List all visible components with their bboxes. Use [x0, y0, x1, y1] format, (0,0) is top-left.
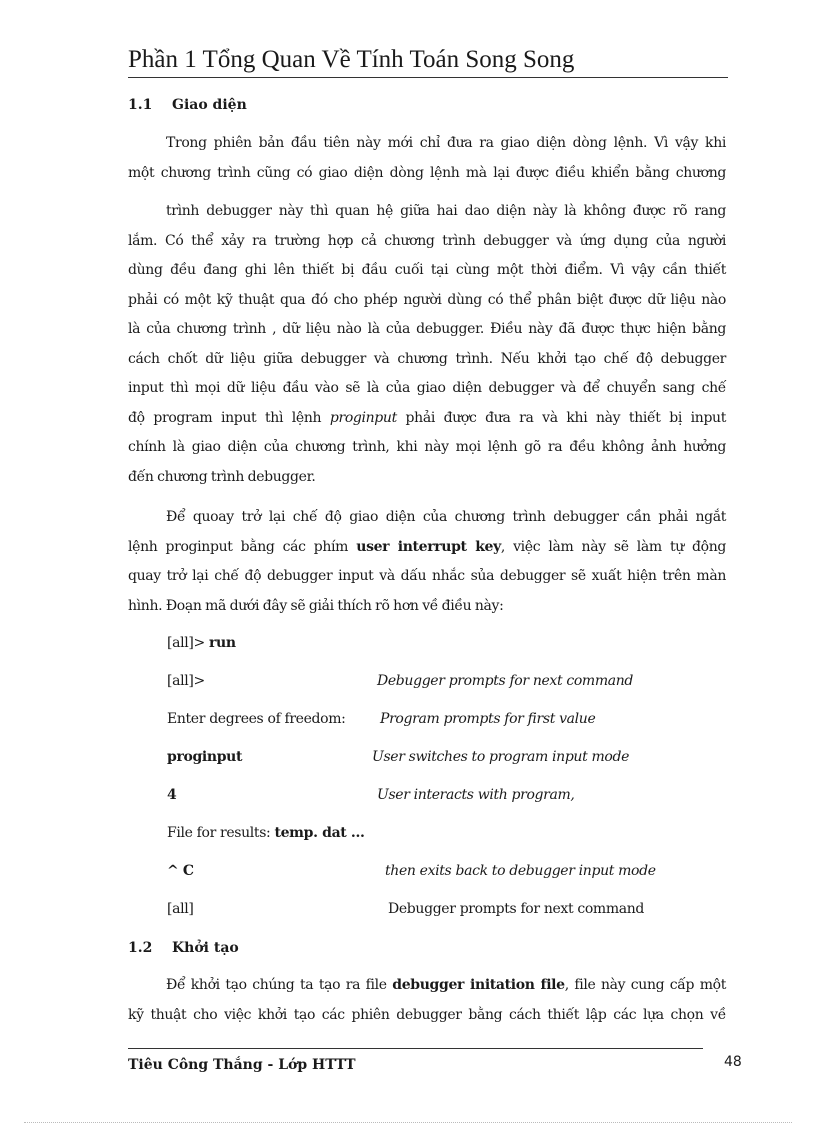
command-name: proginput [329, 409, 397, 426]
file-name: debugger initation file [392, 977, 565, 993]
paragraph-line: quay trở lại chế độ debugger input và dấu nhắc sủa debugger sẽ xuất hiện trên màn [128, 568, 726, 584]
code-row-4 [167, 749, 727, 771]
paragraph-2 [128, 197, 726, 492]
code-comment: User interacts with program, [377, 787, 575, 803]
code-row-1 [167, 635, 727, 657]
section-title: Khởi tạo [172, 940, 239, 956]
code-command: 4 [167, 787, 177, 803]
paragraph-1 [128, 129, 726, 188]
paragraph-line: trình debugger này thì quan hệ giữa hai dao diện này là không được rõ rang [166, 203, 726, 219]
paragraph-line [128, 404, 726, 434]
code-comment: Debugger prompts for next command [388, 901, 645, 917]
paragraph-line: là của chương trình , dữ liệu nào là của debugger. Điều này đã được thực hiện bằng [128, 321, 726, 337]
code-row-5 [167, 787, 727, 809]
code-comment: User switches to program input mode [372, 749, 630, 765]
paragraph-line [128, 533, 726, 563]
section-heading-1-1 [128, 97, 247, 113]
paragraph-line [128, 971, 726, 1001]
paragraph-line: input thì mọi dữ liệu đầu vào sẽ là của giao diện debugger và để chuyển sang chế [128, 380, 726, 396]
paragraph-line: chính là giao diện của chương trình, khi này mọi lệnh gõ ra đều không ảnh hưởng [128, 439, 726, 455]
paragraph-4 [128, 971, 726, 1030]
paragraph-line: Trong phiên bản đầu tiên này mới chỉ đưa ra giao diện dòng lệnh. Vì vậy khi [166, 135, 726, 151]
code-command: [all]> [167, 673, 205, 689]
code-command [167, 825, 365, 841]
page-header-title: Phần 1 Tổng Quan Về Tính Toán Song Song [128, 46, 575, 73]
paragraph-line: hình. Đoạn mã dưới đây sẽ giải thích rõ hơn về điều này: [128, 597, 504, 614]
paragraph-line: Để quoay trở lại chế độ giao diện của chương trình debugger cần phải ngắt [166, 509, 726, 525]
paragraph-line: lắm. Có thể xảy ra trường hợp cả chương trình debugger và ứng dụng của người [128, 232, 726, 249]
paragraph-3 [128, 503, 726, 621]
section-heading-1-2 [128, 940, 239, 956]
code-comment: then exits back to debugger input mode [385, 863, 656, 879]
header-divider [128, 77, 728, 78]
code-command [167, 635, 236, 651]
code-keyword: run [208, 635, 236, 651]
code-command: [all] [167, 901, 194, 917]
paragraph-line: dùng đều đang ghi lên thiết bị đầu cuối tại cùng một thời điểm. Vì vậy cần thiết [128, 262, 726, 278]
page-number: 48 [724, 1054, 742, 1070]
paragraph-line: kỹ thuật cho việc khởi tạo các phiên debugger bằng cách thiết lập các lựa chọn về [128, 1006, 726, 1023]
text-run: lệnh proginput bằng các phím [128, 538, 357, 555]
code-keyword: temp. dat ... [274, 825, 365, 841]
code-command: ^ C [167, 863, 194, 879]
paragraph-line: cách chốt dữ liệu giữa debugger và chương trình. Nếu khởi tạo chế độ debugger [128, 350, 726, 367]
text-run: độ program input thì lệnh [128, 409, 330, 426]
key-name: user interrupt key [356, 538, 501, 555]
text-run: Để khởi tạo chúng ta tạo ra file [166, 977, 393, 993]
paragraph-line: phải có một kỹ thuật qua đó cho phép người dùng có thể phân biệt được dữ liệu nào [128, 291, 726, 308]
code-row-2 [167, 673, 727, 695]
code-row-7 [167, 863, 727, 885]
paragraph-line: đến chương trình debugger. [128, 468, 316, 485]
code-command: Enter degrees of freedom: [167, 711, 346, 727]
code-row-8 [167, 901, 727, 923]
text-run: , file này cung cấp một [564, 977, 726, 993]
text-run: , việc làm này sẽ làm tự động [500, 538, 727, 555]
code-prompt: [all]> [167, 635, 209, 651]
footer-author: Tiêu Công Thắng - Lớp HTTT [128, 1057, 356, 1073]
section-title: Giao diện [172, 97, 247, 113]
paragraph-line: một chương trình cũng có giao diện dòng lệnh mà lại được điều khiển bằng chương [128, 164, 726, 181]
code-command: proginput [167, 749, 243, 765]
code-prompt: File for results: [167, 825, 275, 841]
code-row-3 [167, 711, 727, 733]
section-number: 1.2 [128, 940, 153, 956]
code-row-6 [167, 825, 727, 847]
code-comment: Program prompts for first value [380, 711, 596, 727]
code-comment: Debugger prompts for next command [377, 673, 634, 689]
footer-divider [128, 1048, 703, 1049]
section-number: 1.1 [128, 97, 153, 113]
text-run: phải được đưa ra và khi này thiết bị input [396, 409, 726, 426]
